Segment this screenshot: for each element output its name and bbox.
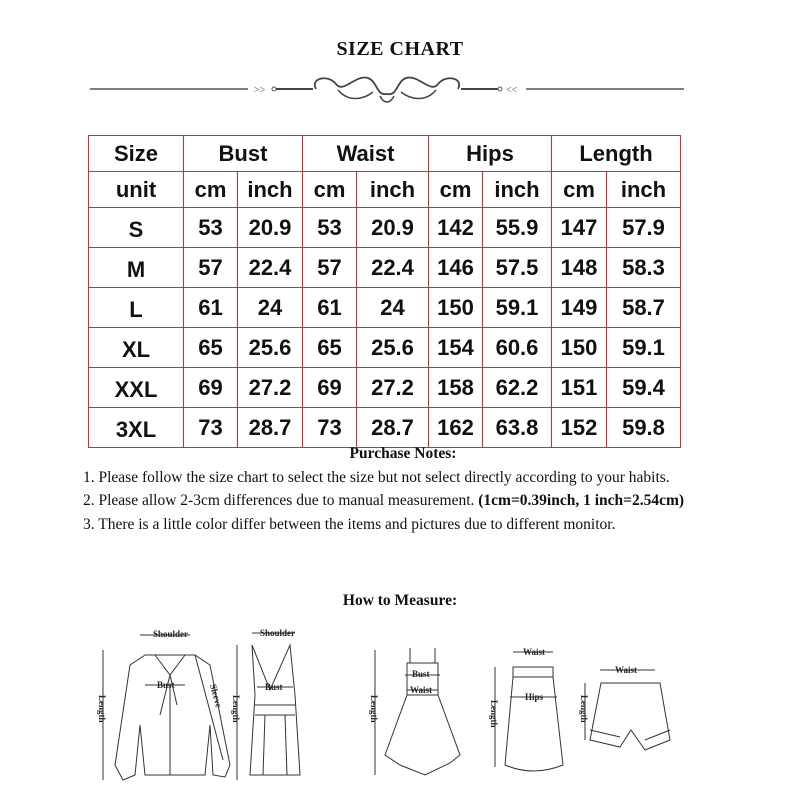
dress-illustration [375, 648, 460, 775]
blouse-illustration [103, 635, 230, 780]
waist-label: Waist [615, 665, 638, 675]
size-cell: S [89, 208, 184, 248]
value-cell: 55.9 [483, 208, 552, 248]
skirt-illustration [495, 652, 563, 771]
value-cell: 65 [303, 328, 357, 368]
unit-cell: cm [184, 172, 238, 208]
waist-label: Waist [523, 647, 546, 657]
table-row [89, 248, 681, 288]
value-cell: 20.9 [238, 208, 303, 248]
value-cell: 57.5 [483, 248, 552, 288]
value-cell: 69 [184, 368, 238, 408]
value-cell: 20.9 [357, 208, 429, 248]
unit-cell: cm [429, 172, 483, 208]
value-cell: 59.1 [483, 288, 552, 328]
table-row [89, 288, 681, 328]
value-cell: 73 [184, 408, 238, 448]
value-cell: 151 [552, 368, 607, 408]
measure-heading: How to Measure: [342, 592, 458, 609]
length-label: Length [231, 695, 241, 723]
value-cell: 154 [429, 328, 483, 368]
size-chart-table [88, 135, 681, 448]
unit-cell: inch [607, 172, 681, 208]
table-row [89, 368, 681, 408]
svg-text:>>: >> [254, 85, 266, 96]
value-cell: 62.2 [483, 368, 552, 408]
value-cell: 65 [184, 328, 238, 368]
size-cell: XXL [89, 368, 184, 408]
value-cell: 25.6 [238, 328, 303, 368]
length-label: Length [97, 695, 107, 723]
size-cell: XL [89, 328, 184, 368]
hips-label: Hips [525, 692, 544, 702]
value-cell: 25.6 [357, 328, 429, 368]
header-cell: Size [89, 136, 184, 172]
page-title: SIZE CHART [336, 38, 464, 60]
table-unit-row [89, 172, 681, 208]
note-3: 3. There is a little color differ between the items and pictures due to different monitor. [83, 515, 616, 533]
bust-label: Bust [265, 682, 283, 692]
unit-cell: inch [238, 172, 303, 208]
length-label: Length [489, 700, 499, 728]
value-cell: 149 [552, 288, 607, 328]
value-cell: 158 [429, 368, 483, 408]
value-cell: 57.9 [607, 208, 681, 248]
unit-cell: unit [89, 172, 184, 208]
value-cell: 22.4 [357, 248, 429, 288]
header-cell: Bust [184, 136, 303, 172]
vest-top-illustration [237, 633, 300, 780]
length-label: Length [369, 695, 379, 723]
svg-text:<<: << [506, 85, 518, 96]
value-cell: 28.7 [238, 408, 303, 448]
value-cell: 22.4 [238, 248, 303, 288]
value-cell: 73 [303, 408, 357, 448]
value-cell: 146 [429, 248, 483, 288]
value-cell: 57 [184, 248, 238, 288]
header-cell: Hips [429, 136, 552, 172]
value-cell: 27.2 [357, 368, 429, 408]
note-2-conversion: (1cm=0.39inch, 1 inch=2.54cm) [478, 492, 685, 509]
unit-cell: cm [303, 172, 357, 208]
purchase-notes [83, 442, 723, 536]
size-cell: 3XL [89, 408, 184, 448]
unit-cell: inch [483, 172, 552, 208]
note-2-text: 2. Please allow 2-3cm differences due to manual measurement. [83, 492, 479, 509]
value-cell: 162 [429, 408, 483, 448]
value-cell: 57 [303, 248, 357, 288]
value-cell: 24 [357, 288, 429, 328]
how-to-measure-illustrations [85, 615, 725, 790]
table-row [89, 208, 681, 248]
sleeve-label: Sleeve [208, 682, 224, 709]
bust-label: Bust [157, 680, 175, 690]
value-cell: 27.2 [238, 368, 303, 408]
size-cell: M [89, 248, 184, 288]
table-row [89, 328, 681, 368]
bust-label: Bust [412, 669, 430, 679]
notes-heading: Purchase Notes: [349, 445, 457, 462]
value-cell: 150 [552, 328, 607, 368]
table-header-row [89, 136, 681, 172]
header-cell: Length [552, 136, 681, 172]
value-cell: 28.7 [357, 408, 429, 448]
value-cell: 150 [429, 288, 483, 328]
value-cell: 61 [303, 288, 357, 328]
shorts-illustration [585, 670, 670, 750]
value-cell: 147 [552, 208, 607, 248]
size-cell: L [89, 288, 184, 328]
value-cell: 59.8 [607, 408, 681, 448]
ornamental-divider [88, 70, 686, 106]
shoulder-label: Shoulder [153, 629, 189, 639]
value-cell: 58.3 [607, 248, 681, 288]
note-2 [83, 489, 723, 513]
value-cell: 58.7 [607, 288, 681, 328]
value-cell: 61 [184, 288, 238, 328]
waist-label: Waist [410, 685, 433, 695]
value-cell: 53 [184, 208, 238, 248]
value-cell: 148 [552, 248, 607, 288]
value-cell: 53 [303, 208, 357, 248]
value-cell: 152 [552, 408, 607, 448]
value-cell: 69 [303, 368, 357, 408]
shoulder-label: Shoulder [260, 628, 296, 638]
length-label: Length [579, 695, 589, 723]
value-cell: 142 [429, 208, 483, 248]
value-cell: 63.8 [483, 408, 552, 448]
note-1: 1. Please follow the size chart to select the size but not select directly according to your habits. [83, 468, 670, 486]
unit-cell: cm [552, 172, 607, 208]
value-cell: 24 [238, 288, 303, 328]
value-cell: 60.6 [483, 328, 552, 368]
value-cell: 59.1 [607, 328, 681, 368]
value-cell: 59.4 [607, 368, 681, 408]
header-cell: Waist [303, 136, 429, 172]
unit-cell: inch [357, 172, 429, 208]
